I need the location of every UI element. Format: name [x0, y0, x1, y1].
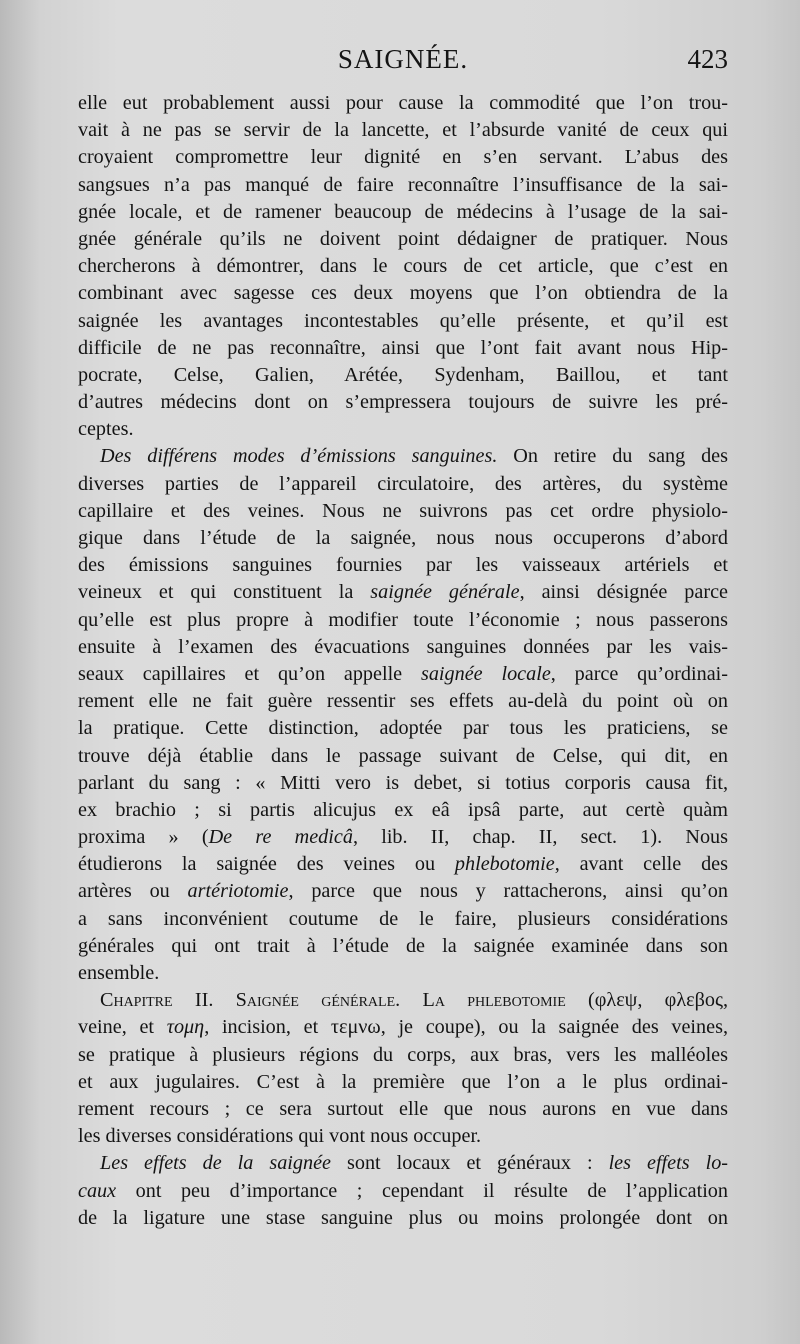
text-line [78, 498, 728, 525]
text-line [78, 933, 728, 960]
text-line [78, 362, 728, 389]
text-segment: gnée générale qu’ils ne doivent point dédaigner de pratiquer. Nous [78, 227, 728, 250]
page-header [78, 44, 728, 84]
text-segment: artères ou [78, 880, 188, 903]
text-segment: sangsues n’a pas manqué de faire reconnaître l’insuffisance de la sai- [78, 173, 728, 196]
text-segment: Les effets de la saignée [100, 1152, 332, 1175]
text-segment: (φλεψ, φλεβος, [565, 989, 728, 1012]
text-segment: chercherons à démontrer, dans le cours de cet article, que c’est en [78, 255, 728, 278]
text-segment: , incision, et τεμνω, je coupe), ou la saignée des veines, [204, 1016, 728, 1039]
text-segment: difficile de ne pas reconnaître, ainsi que l’ont fait avant nous Hip- [78, 336, 728, 359]
text-segment: , lib. II, chap. II, sect. 1). Nous [352, 826, 728, 849]
text-segment: capillaire et des veines. Nous ne suivrons pas cet ordre physiolo- [78, 499, 728, 522]
text-segment: pocrate, Celse, Galien, Arétée, Sydenham, Baillou, et tant [78, 363, 728, 386]
text-line [78, 552, 728, 579]
text-segment: ensuite à l’examen des évacuations sanguines données par les vais- [78, 635, 728, 658]
text-line [78, 1205, 728, 1232]
text-segment: phlebotomie [454, 853, 555, 876]
text-segment: et aux jugulaires. C’est à la première que l’on a le plus ordinai- [78, 1070, 728, 1093]
text-line [78, 443, 728, 470]
text-line [78, 743, 728, 770]
text-line [78, 525, 728, 552]
text-line [78, 172, 728, 199]
text-segment: veine, et [78, 1016, 167, 1039]
text-line [78, 199, 728, 226]
text-segment: générales qui ont trait à l’étude de la saignée examinée dans son [78, 934, 728, 957]
text-segment: On retire du sang des [497, 445, 728, 468]
text-line [78, 1123, 728, 1150]
text-segment: , ainsi désignée parce [519, 581, 728, 604]
text-line [78, 117, 728, 144]
text-segment: , avant celle des [554, 853, 728, 876]
text-line [78, 661, 728, 688]
text-segment: a sans inconvénient coutume de le faire, plusieurs considérations [78, 907, 728, 930]
text-line [78, 688, 728, 715]
text-line [78, 90, 728, 117]
text-line [78, 878, 728, 905]
text-segment: veineux et qui constituent la [78, 581, 371, 604]
text-segment: diverses parties de l’appareil circulatoire, des artères, du système [78, 472, 728, 495]
text-segment: se pratique à plusieurs régions du corps, aux bras, vers les malléoles [78, 1043, 728, 1066]
text-segment: croyaient compromettre leur dignité en s’en servant. L’abus des [78, 146, 728, 169]
text-segment: de la ligature une stase sanguine plus ou moins prolongée dont on [78, 1206, 728, 1229]
text-line [78, 987, 728, 1014]
text-segment: rement elle ne fait guère ressentir ses effets au-delà du point où on [78, 690, 728, 713]
text-segment: ensemble. [78, 962, 160, 984]
text-segment: , parce que nous y rattacherons, ainsi qu’on [288, 880, 728, 903]
text-segment: artériotomie [187, 880, 289, 903]
text-segment: elle eut probablement aussi pour cause la commodité que l’on trou- [78, 92, 728, 114]
text-segment: Chapitre II. Saignée générale. La phlebotomie [100, 989, 566, 1012]
text-line [78, 960, 728, 987]
text-segment: gnée locale, et de ramener beaucoup de médecins à l’usage de la sai- [78, 200, 728, 223]
text-segment: , parce qu’ordinai- [550, 662, 728, 685]
text-line [78, 416, 728, 443]
text-segment: ex brachio ; si partis alicujus ex eâ ipsâ parte, aut certè quàm [78, 798, 728, 821]
text-line [78, 851, 728, 878]
text-line [78, 1150, 728, 1177]
text-segment: les diverses considérations qui vont nous occuper. [78, 1125, 482, 1148]
text-line [78, 607, 728, 634]
text-segment: proxima » ( [78, 826, 209, 849]
page-number: 423 [687, 44, 728, 74]
text-segment: les effets lo- [608, 1152, 728, 1175]
text-segment: gique dans l’étude de la saignée, nous nous occuperons d’abord [78, 527, 728, 549]
text-segment: combinant avec sagesse ces deux moyens que l’on obtiendra de la [78, 282, 728, 305]
text-line [78, 770, 728, 797]
text-segment: Des différens modes d’émissions sanguines. [100, 445, 498, 468]
text-segment: caux [78, 1179, 117, 1202]
text-line [78, 389, 728, 416]
text-segment: saignée générale [370, 581, 520, 604]
running-title: SAIGNÉE. [337, 44, 469, 74]
text-segment: la pratique. Cette distinction, adoptée par tous les praticiens, se [78, 717, 728, 740]
text-line [78, 824, 728, 851]
text-line [78, 335, 728, 362]
text-line [78, 579, 728, 606]
text-line [78, 634, 728, 661]
text-line [78, 797, 728, 824]
text-line [78, 1042, 728, 1069]
text-line [78, 471, 728, 498]
text-segment: ceptes. [78, 418, 134, 441]
text-segment: saignée les avantages incontestables qu’elle présente, et qu’il est [78, 309, 728, 332]
text-line [78, 1178, 728, 1205]
text-segment: qu’elle est plus propre à modifier toute l’économie ; nous passerons [78, 608, 728, 631]
text-segment: De re medicâ [208, 826, 353, 849]
text-line [78, 308, 728, 335]
text-line [78, 906, 728, 933]
text-segment: vait à ne pas se servir de la lancette, et l’absurde vanité de ceux qui [78, 119, 728, 142]
text-line [78, 715, 728, 742]
text-line [78, 1014, 728, 1041]
text-line [78, 253, 728, 280]
text-segment: étudierons la saignée des veines ou [78, 853, 455, 876]
text-segment: seaux capillaires et qu’on appelle [78, 662, 421, 685]
body-text [78, 90, 728, 1232]
text-line [78, 1069, 728, 1096]
text-segment: d’autres médecins dont on s’empressera toujours de suivre les pré- [78, 391, 728, 414]
text-segment: des émissions sanguines fournies par les vaisseaux artériels et [78, 554, 728, 577]
text-line [78, 144, 728, 171]
text-segment: ont peu d’importance ; cependant il résulte de l’application [116, 1179, 728, 1202]
text-segment: trouve déjà établie dans le passage suivant de Celse, qui dit, en [78, 744, 728, 767]
text-segment: rement recours ; ce sera surtout elle que nous aurons en vue dans [78, 1097, 728, 1120]
text-line [78, 280, 728, 307]
text-line [78, 1096, 728, 1123]
text-segment: parlant du sang : « Mitti vero is debet, si totius corporis causa fit, [78, 771, 728, 794]
text-segment: τομη [166, 1016, 205, 1039]
text-segment: sont locaux et généraux : [331, 1152, 609, 1175]
text-segment: saignée locale [420, 662, 551, 685]
text-line [78, 226, 728, 253]
